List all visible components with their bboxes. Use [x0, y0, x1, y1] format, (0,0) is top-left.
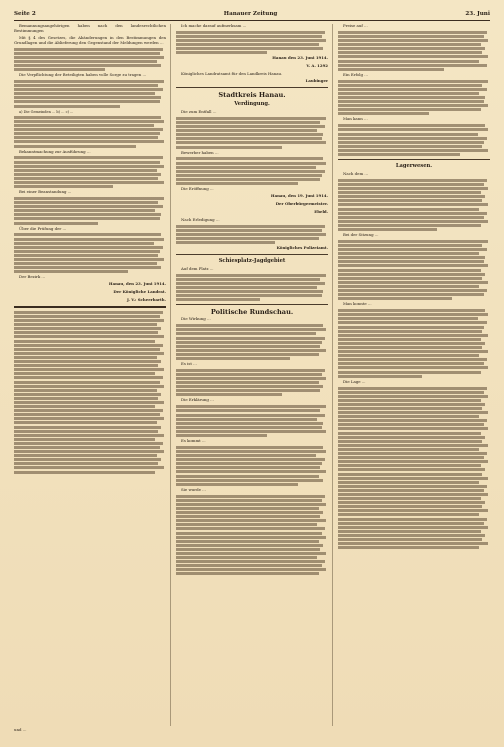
text-block: [176, 225, 328, 244]
article-paragraph: Es ist ...: [181, 360, 197, 366]
divider: [14, 306, 166, 308]
article-paragraph: Bekanntmachung zur Ausführung ...: [19, 148, 91, 154]
article-paragraph: Es kommt ...: [181, 438, 206, 443]
divider: [176, 254, 328, 255]
column-separator: [332, 24, 333, 726]
article-paragraph: Die zum Entfall ...: [181, 109, 217, 114]
article-paragraph: Nach dem ...: [343, 170, 369, 176]
article-paragraph: Bei einer Beanstandung ...: [19, 189, 72, 195]
page-footer: [14, 728, 490, 740]
footer-text: und ...: [14, 728, 27, 732]
text-block: [176, 324, 328, 360]
section-subheading: Lagerwesen.: [395, 162, 433, 169]
article-paragraph: Sie wurde ...: [181, 486, 206, 492]
reference-number: V. A. 1292: [306, 63, 328, 69]
column-2: [176, 24, 328, 726]
text-block: [338, 179, 490, 231]
column-separator: [170, 24, 171, 726]
signature-name: J. V.: Scheerbarth.: [126, 297, 166, 303]
text-block: [176, 157, 328, 185]
signature-date: Hanau, den 19. Juni 1914.: [270, 192, 328, 198]
signature-name: Laubinger: [305, 78, 328, 84]
text-block: [176, 405, 328, 437]
text-block: [14, 156, 166, 188]
text-block: [176, 117, 328, 149]
paper-title: Hanauer Zeitung: [223, 11, 278, 17]
text-block: [338, 309, 490, 378]
signature-name: Ebeld.: [314, 208, 328, 214]
text-block: [176, 446, 328, 486]
article-paragraph: Mit § 4 des Gesetzes, die Abänderungen in den Bestimmungen den Grundlagen und die Ablieferung den Gegenstand der Meldungen werden ...: [14, 34, 166, 45]
article-paragraph: Man kann ...: [343, 116, 368, 122]
article-paragraph: Bei der Sitzung ...: [343, 232, 379, 237]
article-paragraph: Auf dem Platz ...: [181, 265, 214, 271]
text-block: [338, 31, 490, 71]
text-block: [338, 80, 490, 116]
article-paragraph: Die Erklärung ...: [181, 397, 214, 403]
signature-office: Der Königliche Landrat.: [113, 289, 166, 295]
divider: [176, 87, 328, 88]
text-block: [176, 369, 328, 397]
article-paragraph: Die Wirkung ...: [181, 316, 211, 322]
text-block: [338, 387, 490, 550]
article-paragraph: Nach Erledigung ...: [181, 216, 220, 222]
article-paragraph: Die Lage ...: [343, 378, 366, 384]
page-label: Seite 2: [14, 11, 36, 17]
text-block: [176, 495, 328, 576]
article-paragraph: Königliches Landratsamt für den Landkreis Hanau.: [181, 71, 283, 77]
text-block: [14, 233, 166, 273]
signature-date: Hanau, den 23. Juni 1914.: [108, 281, 166, 287]
divider: [338, 159, 490, 160]
column-3: [338, 24, 490, 726]
article-paragraph: Bewerber haben ...: [181, 149, 219, 155]
column-1: [14, 24, 166, 726]
signature-office: Königliches Polizeiamt.: [276, 244, 328, 250]
text-block: [338, 240, 490, 300]
article-paragraph: Der Bezirk ...: [19, 274, 46, 280]
issue-date: 23. Juni: [465, 11, 490, 17]
article-paragraph: Ich mache darauf aufmerksam ...: [181, 24, 247, 28]
page-header: [14, 8, 490, 21]
article-paragraph: Bemannungsangehörigen haben nach den landesrechtlichen Bestimmungen: [14, 24, 166, 33]
article-list: a) Die Gemeinden ... b) ... c) ...: [19, 109, 74, 114]
text-block: [14, 48, 166, 71]
text-block: [14, 80, 166, 108]
section-subheading: Verdingung.: [234, 101, 270, 107]
text-block: [176, 31, 328, 54]
text-block: [176, 274, 328, 302]
signature-office: Der Oberbürgermeister.: [275, 200, 328, 206]
section-subheading: Schiesplatz-Jagdgebiet: [218, 257, 286, 264]
text-block: [14, 116, 166, 148]
article-paragraph: Ein Erfolg ...: [343, 71, 368, 77]
article-paragraph: Die Verpflichtung der Beteiligten haben volle Sorge zu tragen ...: [19, 72, 147, 78]
signature-date: Hanau den 23. Juni 1914.: [272, 55, 328, 61]
article-paragraph: Man konnte ...: [343, 301, 372, 307]
text-block: [338, 124, 490, 156]
text-block: [14, 197, 166, 225]
article-paragraph: Preise auf ...: [343, 24, 368, 28]
section-heading: Politische Rundschau.: [210, 308, 294, 317]
divider: [176, 304, 328, 305]
article-paragraph: Über die Prüfung der ...: [19, 225, 67, 231]
article-paragraph: Die Eröffnung ...: [181, 186, 214, 192]
section-heading: Stadtkreis Hanau.: [218, 91, 286, 99]
text-block: [14, 311, 166, 474]
